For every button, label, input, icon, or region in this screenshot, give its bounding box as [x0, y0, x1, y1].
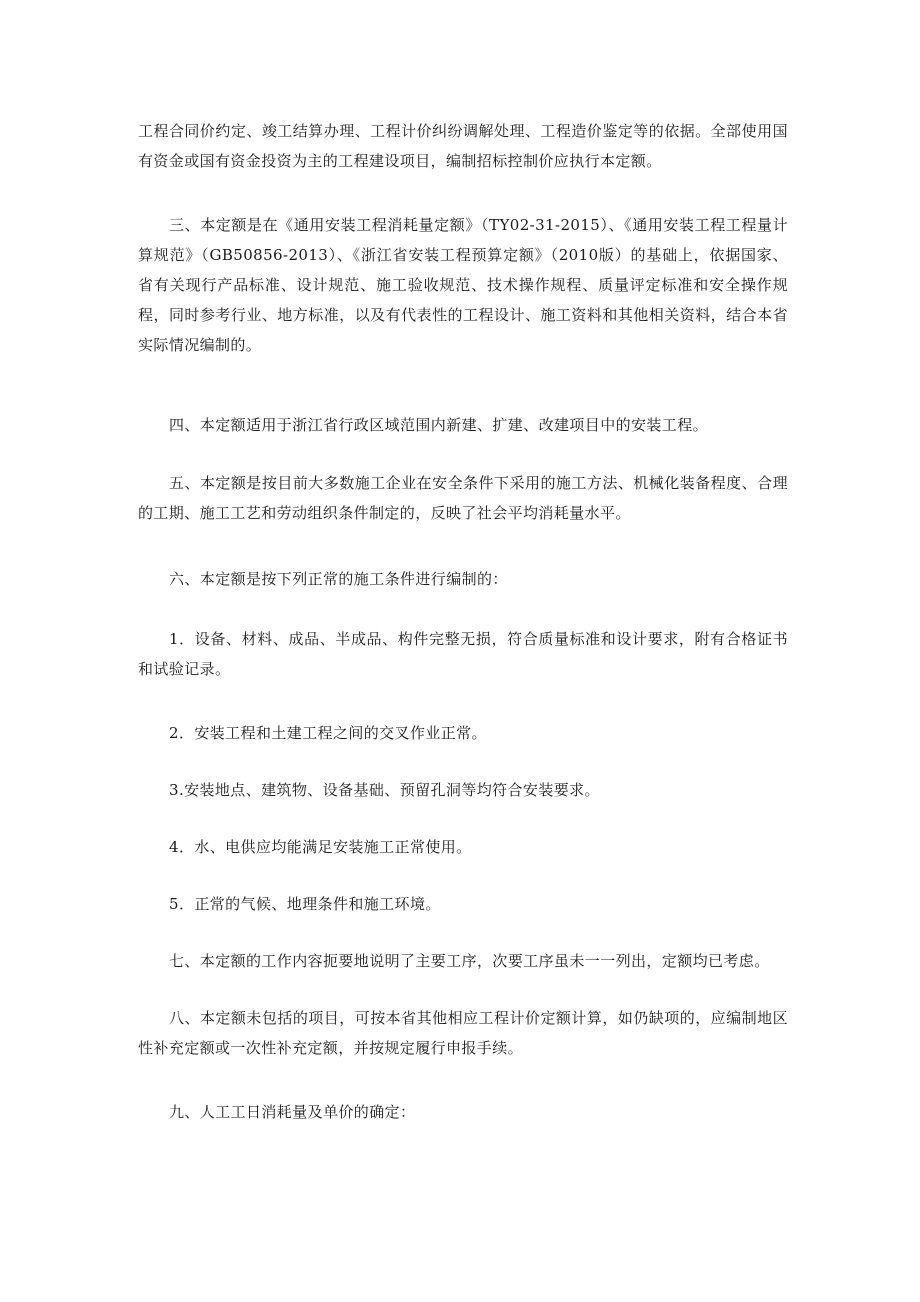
paragraph-item-7: 七、本定额的工作内容扼要地说明了主要工序，次要工序虽未一一列出，定额均已考虑。	[169, 952, 770, 970]
paragraph-item-6: 六、本定额是按下列正常的施工条件进行编制的：	[169, 570, 508, 588]
condition-item-4: 4．水、电供应均能满足安装施工正常使用。	[169, 838, 472, 856]
paragraph-continuation: 工程合同价约定、竣工结算办理、工程计价纠纷调解处理、工程造价鉴定等的依据。全部使用国有资金或国有资金投资为主的工程建设项目，编制招标控制价应执行本定额。	[138, 122, 788, 170]
condition-item-1: 1．设备、材料、成品、半成品、构件完整无损，符合质量标准和设计要求，附有合格证书和试验记录。	[138, 630, 788, 678]
condition-item-5: 5．正常的气候、地理条件和施工环境。	[169, 895, 441, 913]
condition-item-2: 2．安装工程和土建工程之间的交叉作业正常。	[169, 724, 487, 742]
paragraph-item-9: 九、人工工日消耗量及单价的确定：	[169, 1103, 416, 1121]
paragraph-item-3: 三、本定额是在《通用安装工程消耗量定额》（TY02-31-2015）、《通用安装工程工程量计算规范》（GB50856-2013）、《浙江省安装工程预算定额》（2010版）的基础上，依据国家、省有关现行产品标准、设计规范、施工验收规范、技术操作规程、质量评定标准和安全操作规程，同时参考行业、地方标准，以及有代表性的工程设计、施工资料和其他相关资料，结合本省实际情况编制的。	[138, 216, 788, 354]
paragraph-item-8: 八、本定额未包括的项目，可按本省其他相应工程计价定额计算，如仍缺项的，应编制地区性补充定额或一次性补充定额，并按规定履行申报手续。	[138, 1009, 788, 1057]
paragraph-item-5: 五、本定额是按目前大多数施工企业在安全条件下采用的施工方法、机械化装备程度、合理的工期、施工工艺和劳动组织条件制定的，反映了社会平均消耗量水平。	[138, 474, 788, 522]
paragraph-item-4: 四、本定额适用于浙江省行政区域范围内新建、扩建、改建项目中的安装工程。	[169, 416, 709, 434]
condition-item-3: 3.安装地点、建筑物、设备基础、预留孔洞等均符合安装要求。	[169, 781, 600, 799]
